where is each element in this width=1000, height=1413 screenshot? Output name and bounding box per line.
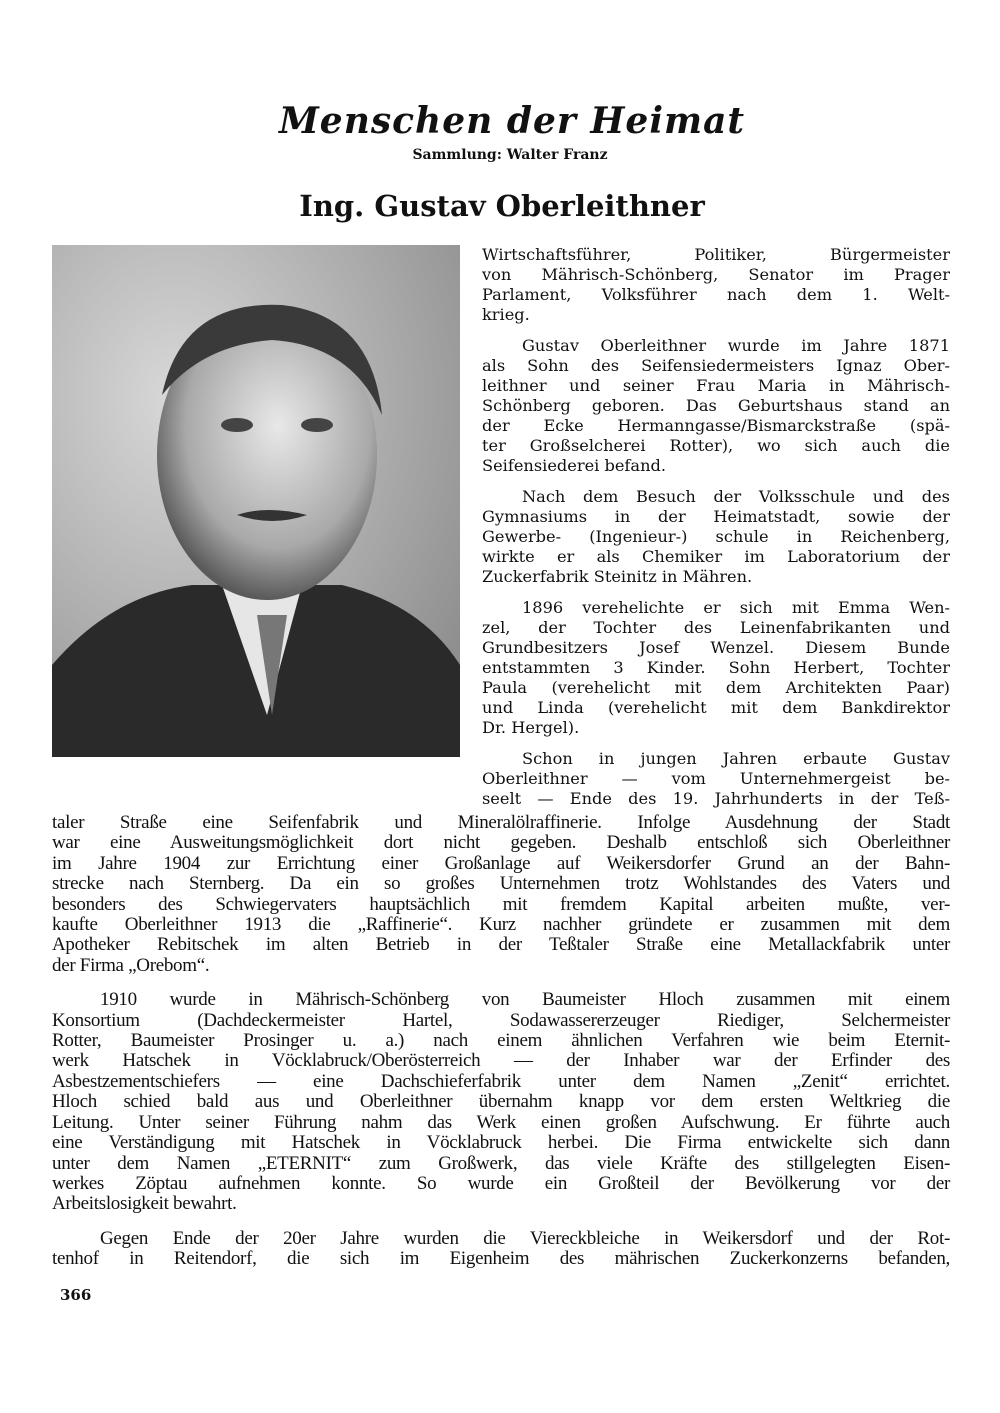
full-width-text <box>52 813 950 1270</box>
text-line: Arbeitslosigkeit bewahrt. <box>52 1193 237 1215</box>
text-line: zel, der Tochter des Leinenfabrikanten und <box>482 618 950 637</box>
paragraph <box>482 336 950 476</box>
paragraph <box>52 990 950 1214</box>
text-line: ter Großselcherei Rotter), wo sich auch die <box>482 436 950 455</box>
text-line: kaufte Oberleithner 1913 die „Raffinerie“. Kurz nachher gründete er zusammen mit dem <box>52 914 950 936</box>
text-line: der Firma „Orebom“. <box>52 954 210 976</box>
text-line: Paula (verehelicht mit dem Architekten Paar) <box>482 678 950 697</box>
text-line: Rotter, Baumeister Prosinger u. a.) nach einem ähnlichen Verfahren wie beim Eternit- <box>52 1030 950 1052</box>
text-line: wirkte er als Chemiker im Laboratorium der <box>482 547 950 566</box>
text-line: Apotheker Rebitschek im alten Betrieb in der Teßtaler Straße eine Metallackfabrik unter <box>52 934 950 956</box>
text-line: Gustav Oberleithner wurde im Jahre 1871 <box>522 336 950 355</box>
text-line: entstammten 3 Kinder. Sohn Herbert, Tochter <box>482 658 950 677</box>
article-title: Ing. Gustav Oberleithner <box>299 189 705 223</box>
text-line: krieg. <box>482 305 530 324</box>
text-line: Gegen Ende der 20er Jahre wurden die Viereckbleiche in Weikersdorf und der Rot- <box>100 1227 950 1249</box>
text-line: Zuckerfabrik Steinitz in Mähren. <box>482 567 753 586</box>
text-line: war eine Ausweitungsmöglichkeit dort nicht gegeben. Deshalb entschloß sich Oberleithner <box>52 832 950 854</box>
text-line: 1896 verehelichte er sich mit Emma Wen- <box>522 598 950 617</box>
paragraph <box>52 1229 950 1270</box>
text-line: Schönberg geboren. Das Geburtshaus stand an <box>482 396 950 415</box>
text-line: strecke nach Sternberg. Da ein so großes Unternehmen trotz Wohlstandes des Vaters und <box>52 873 950 895</box>
text-line: Konsortium (Dachdeckermeister Hartel, Sodawassererzeuger Riediger, Selchermeister <box>52 1009 950 1031</box>
text-line: und Linda (verehelicht mit dem Bankdirektor <box>482 698 950 717</box>
text-line: Wirtschaftsführer, Politiker, Bürgermeister <box>482 245 950 264</box>
text-line: der Ecke Hermanngasse/Bismarckstraße (spä- <box>482 416 950 435</box>
paragraph <box>52 813 950 976</box>
text-line: 1910 wurde in Mährisch-Schönberg von Baumeister Hloch zusammen mit einem <box>100 989 950 1011</box>
paragraph <box>482 598 950 738</box>
text-line: eine Verständigung mit Hatschek in Vöcklabruck herbei. Die Firma entwickelte sich dann <box>52 1132 950 1154</box>
text-line: Gewerbe- (Ingenieur-) schule in Reichenberg, <box>482 527 950 546</box>
text-line: tenhof in Reitendorf, die sich im Eigenheim des mährischen Zuckerkonzerns befanden, <box>52 1248 950 1270</box>
text-line: werkes Zöptau aufnehmen konnte. So wurde ein Großteil der Bevölkerung vor der <box>52 1172 950 1194</box>
text-line: seelt — Ende des 19. Jahrhunderts in der Teß- <box>482 789 950 808</box>
text-line: Seifensiederei befand. <box>482 456 667 475</box>
text-line: taler Straße eine Seifenfabrik und Mineralölraffinerie. Infolge Ausdehnung der Stadt <box>52 812 950 833</box>
text-line: leithner und seiner Frau Maria in Mährisch- <box>482 376 950 395</box>
paragraph <box>482 245 950 325</box>
text-line: Parlament, Volksführer nach dem 1. Welt- <box>482 285 950 304</box>
text-line: Gymnasiums in der Heimatstadt, sowie der <box>482 507 950 526</box>
text-line: im Jahre 1904 zur Errichtung einer Großanlage auf Weikersdorfer Grund an der Bahn- <box>52 852 950 874</box>
paragraph <box>482 487 950 587</box>
text-line: Nach dem Besuch der Volksschule und des <box>522 487 950 506</box>
text-line: besonders des Schwiegervaters hauptsächlich mit fremdem Kapital arbeiten mußte, ver- <box>52 893 950 915</box>
right-column-text <box>482 245 950 809</box>
text-line: Dr. Hergel). <box>482 718 580 737</box>
collection-credit: Sammlung: Walter Franz <box>412 147 608 163</box>
text-line: Leitung. Unter seiner Führung nahm das Werk einen großen Aufschwung. Er führte auch <box>52 1111 950 1133</box>
paragraph <box>482 749 950 809</box>
text-line: Schon in jungen Jahren erbaute Gustav <box>522 749 950 768</box>
text-line: Hloch schied bald aus und Oberleithner übernahm knapp vor dem ersten Weltkrieg die <box>52 1091 950 1113</box>
text-line: als Sohn des Seifensiedermeisters Ignaz Ober- <box>482 356 950 375</box>
portrait-photo <box>52 245 460 757</box>
text-line: Grundbesitzers Josef Wenzel. Diesem Bunde <box>482 638 950 657</box>
text-line: Asbestzementschiefers — eine Dachschieferfabrik unter dem Namen „Zenit“ errichtet. <box>52 1070 950 1092</box>
series-title: Menschen der Heimat <box>278 100 746 142</box>
text-line: Oberleithner — vom Unternehmergeist be- <box>482 769 950 788</box>
page-number: 366 <box>60 1286 92 1304</box>
text-line: von Mährisch-Schönberg, Senator im Prager <box>482 265 950 284</box>
text-line: unter dem Namen „ETERNIT“ zum Großwerk, das viele Kräfte des stillgelegten Eisen- <box>52 1152 950 1174</box>
text-line: werk Hatschek in Vöcklabruck/Oberösterreich — der Inhaber war der Erfinder des <box>52 1050 950 1072</box>
